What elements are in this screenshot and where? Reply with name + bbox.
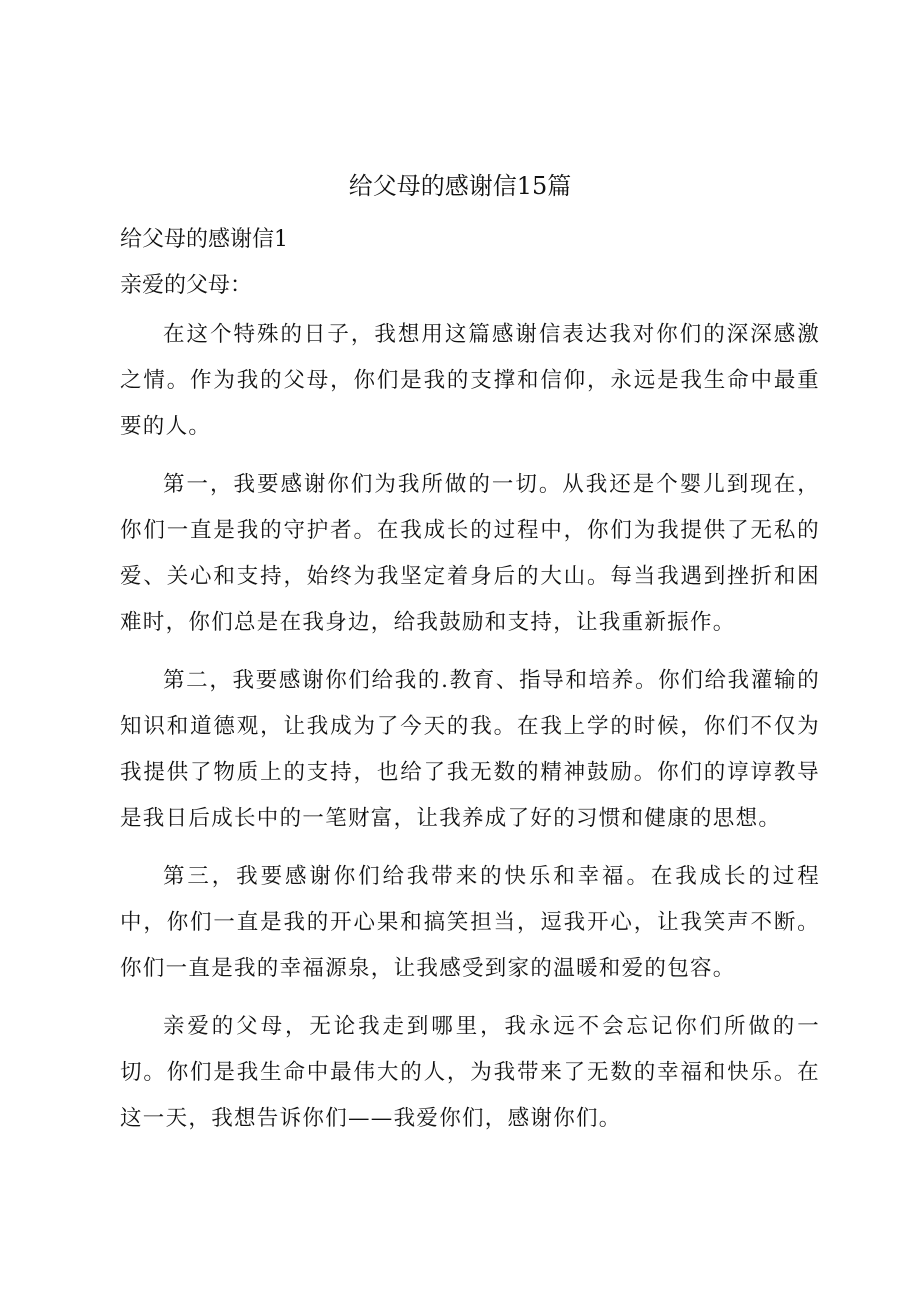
letter-body bbox=[120, 312, 820, 1154]
paragraph: 第二，我要感谢你们给我的.教育、指导和培养。你们给我灌输的知识和道德观，让我成为了今天的我。在我上学的时候，你们不仅为我提供了物质上的支持，也给了我无数的精神鼓励。你们的谆谆教导是我日后成长中的一笔财富，让我养成了好的习惯和健康的思想。 bbox=[120, 668, 820, 831]
paragraph: 亲爱的父母，无论我走到哪里，我永远不会忘记你们所做的一切。你们是我生命中最伟大的人，为我带来了无数的幸福和快乐。在这一天，我想告诉你们——我爱你们，感谢你们。 bbox=[120, 1014, 820, 1131]
document-title: 给父母的感谢信15篇 bbox=[348, 172, 572, 200]
paragraph: 第三，我要感谢你们给我带来的快乐和幸福。在我成长的过程中，你们一直是我的开心果和搞笑担当，逗我开心，让我笑声不断。你们一直是我的幸福源泉，让我感受到家的温暖和爱的包容。 bbox=[120, 864, 820, 981]
section-heading: 给父母的感谢信1 bbox=[120, 227, 288, 252]
paragraph: 第一，我要感谢你们为我所做的一切。从我还是个婴儿到现在，你们一直是我的守护者。在我成长的过程中，你们为我提供了无私的爱、关心和支持，始终为我坚定着身后的大山。每当我遇到挫折和困难时，你们总是在我身边，给我鼓励和支持，让我重新振作。 bbox=[120, 472, 820, 635]
paragraph: 在这个特殊的日子，我想用这篇感谢信表达我对你们的深深感激之情。作为我的父母，你们是我的支撑和信仰，永远是我生命中最重要的人。 bbox=[120, 322, 820, 439]
salutation: 亲爱的父母： bbox=[120, 273, 253, 298]
